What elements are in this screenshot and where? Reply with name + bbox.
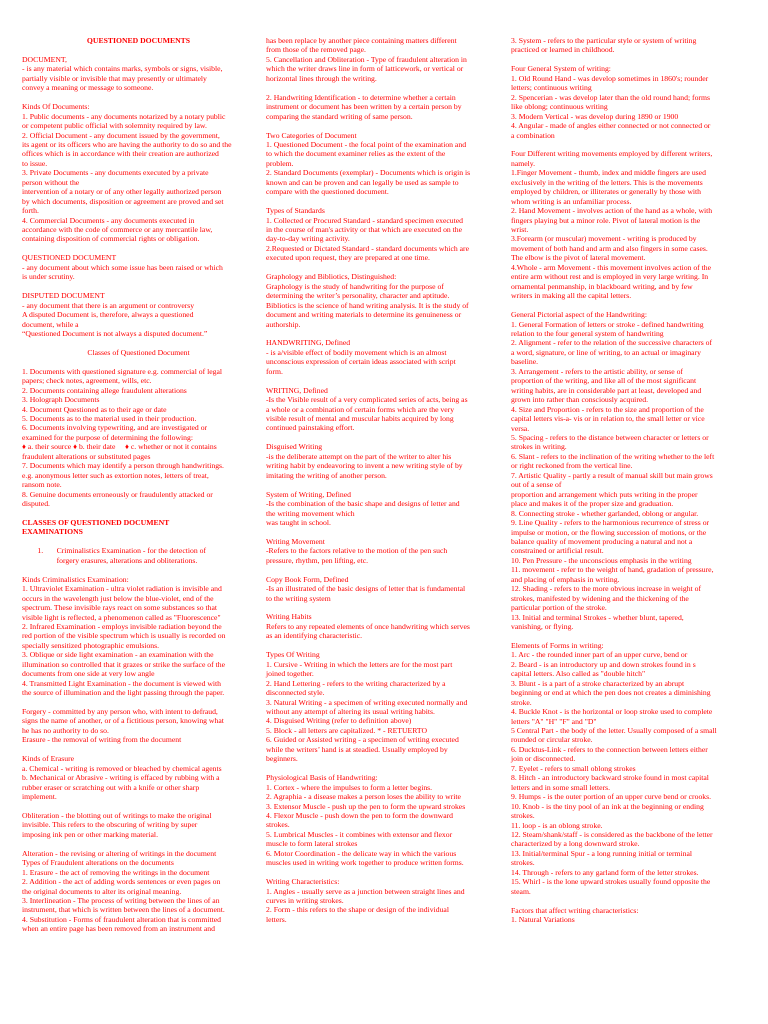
- paragraph: [22, 36, 255, 45]
- paragraph: [22, 102, 255, 244]
- text-line: authorship.: [266, 319, 301, 329]
- text-line: 2. Alignment - refer to the relation of the successive characters of: [511, 338, 713, 348]
- text-line: 8. Connecting stroke - whether garlanded, oblong or angular.: [511, 508, 699, 518]
- paragraph: [266, 36, 501, 83]
- text-line: 2.Requested or Dictated Standard - standard documents which are: [266, 243, 470, 253]
- text-line: CLASSES OF QUESTIONED DOCUMENT: [22, 518, 170, 527]
- paragraph: [266, 650, 501, 763]
- text-line: Graphology is the study of handwriting for the purpose of: [266, 281, 444, 291]
- text-line: 9. Humps - is the outer portion of an upper curve bend or crooks.: [511, 792, 712, 802]
- text-line: without any attempt of altering its usual writing habits.: [266, 706, 435, 716]
- text-line: 8. Hitch - an introductory backward stroke found in most capital: [511, 773, 709, 783]
- text-line: day-to-day writing activity.: [266, 234, 350, 244]
- text-line: muscle to form lateral strokes: [266, 839, 358, 849]
- text-line: beginners.: [266, 754, 298, 764]
- text-line: steam.: [511, 886, 531, 896]
- text-line: invisible. This refers to the obscuring of writing by super: [22, 820, 198, 830]
- paragraph: [22, 575, 255, 698]
- text-line: pressure, rhythm, pen lifting, etc.: [266, 555, 369, 565]
- text-line: to issue.: [22, 158, 48, 168]
- text-line: to which the document examiner relies as the extent of the: [266, 149, 446, 159]
- text-line: 4. Flexor Muscle - push down the pen to form the downward: [266, 810, 454, 820]
- text-line: implement.: [22, 792, 57, 802]
- text-line: known and can be proven and can legally be used as sample to: [266, 177, 459, 187]
- text-line: Physiological Basis of Handwriting:: [266, 773, 378, 783]
- text-line: 5. Spacing - refers to the distance between character or letters or: [511, 432, 709, 442]
- paragraph: [22, 367, 255, 509]
- paragraph: [266, 206, 501, 263]
- text-line: forgery erasures, alterations and obliterations.: [22, 555, 198, 565]
- text-line: characterized by a long downward stroke.: [511, 839, 640, 849]
- text-line: Erasure - the removal of writing from the document: [22, 735, 182, 745]
- text-line: 3. Private Documents - any documents executed by a private: [22, 168, 209, 178]
- text-line: red portion of the visible spectrum which is usually is recorded on: [22, 631, 226, 641]
- text-line: the source of illumination and the light passing through the paper.: [22, 688, 225, 698]
- text-line: 3. Arrangement - refers to the artistic ability, or sense of: [511, 366, 683, 376]
- text-line: Factors that affect writing characteristics:: [511, 905, 639, 915]
- paragraph: [266, 338, 501, 376]
- text-line: rubber eraser or scratching out with a knife or other sharp: [22, 782, 200, 792]
- text-line: visible light is reflected, a phenomenon called as "Fluorescence": [22, 612, 221, 622]
- text-line: beginning or end at which the pen does not creates a diminishing: [511, 688, 711, 698]
- text-line: QUESTIONED DOCUMENT: [22, 253, 117, 263]
- text-line: containing disposition of commercial rights or obligation.: [22, 234, 200, 244]
- text-line: 1. Cortex - where the impulses to form a letter begins.: [266, 782, 433, 792]
- text-line: 1. Old Round Hand - was develop sometimes in 1860's; rounder: [511, 73, 709, 83]
- text-line: Types of Standards: [266, 206, 325, 216]
- text-line: 1. Erasure - the act of removing the writings in the document: [22, 867, 210, 877]
- text-line: 7. Eyelet - refers to small oblong strokes: [511, 763, 636, 773]
- text-line: examined for the purpose of determining the following:: [22, 432, 194, 442]
- text-line: compare with the questioned document.: [266, 187, 389, 197]
- text-line: 2. Handwriting Identification - to determine whether a certain: [266, 92, 456, 102]
- text-line: strokes.: [511, 858, 535, 868]
- text-line: stroke.: [511, 697, 532, 707]
- text-line: 8. Genuine documents erroneously or fraudulently attacked or: [22, 489, 213, 499]
- text-line: instrument or document has been written by a certain person by: [266, 102, 462, 112]
- text-line: Classes of Questioned Document: [87, 347, 190, 357]
- text-line: 3. Oblique or side light examination - an examination with the: [22, 650, 214, 660]
- text-line: intervention of a notary or of any other legally authorized person: [22, 187, 222, 197]
- text-line: 1. Public documents - any documents notarized by a notary public: [22, 111, 226, 121]
- text-line: practiced or learned in childhood.: [511, 45, 615, 55]
- text-line: offices which is in accordance with their creation are authorized: [22, 149, 219, 159]
- text-line: versa.: [511, 423, 530, 433]
- text-line: 4. Size and Proportion - refers to the size and proportion of the: [511, 404, 704, 414]
- text-line: from those of the removed page.: [266, 45, 366, 55]
- text-line: rounded or circular stroke.: [511, 735, 593, 745]
- paragraph: [22, 348, 255, 357]
- text-line: 6. Documents involving typewriting, and are investigated or: [22, 423, 208, 433]
- text-line: entire arm without rest and is employed in very large writing. In: [511, 272, 709, 282]
- text-line: 13. Initial and terminal Strokes - whether blunt, tapered,: [511, 612, 684, 622]
- text-line: he has no authority to do so.: [22, 725, 109, 735]
- text-line: 13. Initial/terminal Spur - a long running initial or terminal: [511, 848, 693, 858]
- text-line: Disguised Writing: [266, 442, 323, 452]
- text-line: strokes.: [266, 820, 290, 830]
- column-2: [266, 36, 501, 934]
- text-line: strokes, manifested by widening and the thickening of the: [511, 593, 689, 603]
- text-line: fingers playing but a minor role. Pivot of lateral motion is the: [511, 215, 701, 225]
- text-line: Types of Fraudulent alterations on the documents: [22, 858, 174, 868]
- paragraph: [266, 442, 501, 480]
- paragraph: [266, 131, 501, 197]
- text-line: WRITING, Defined: [266, 385, 328, 395]
- text-line: disconnected style.: [266, 688, 325, 698]
- text-line: capital letters. Also called as "double hitch": [511, 669, 646, 679]
- text-line: Alteration - the revising or altering of writings in the document: [22, 848, 217, 858]
- text-line: Copy Book Form, Defined: [266, 574, 349, 584]
- text-line: place and makes it of the proper size and graduation.: [511, 499, 674, 509]
- text-line: 12. Steam/shank/staff - is considered as the backbone of the letter: [511, 830, 713, 839]
- text-line: is under scrutiny.: [22, 272, 75, 282]
- text-line: HANDWRITING, Defined: [266, 338, 351, 348]
- text-line: b. Mechanical or Abrasive - writing is effaced by rubbing with a: [22, 773, 220, 783]
- text-line: Four Different writing movements employed by different writers,: [511, 149, 713, 159]
- paragraph: [22, 811, 255, 839]
- text-line: join or disconnected.: [511, 754, 576, 764]
- text-line: 3. Holograph Documents: [22, 395, 100, 405]
- text-line: forth.: [22, 206, 39, 216]
- text-line: DISPUTED DOCUMENT: [22, 291, 105, 301]
- text-line: 2. Addition - the act of adding words sentences or even pages on: [22, 877, 221, 887]
- text-line: the original documents to alter its original meaning.: [22, 886, 182, 896]
- text-line: 4. Commercial Documents - any documents executed in: [22, 215, 195, 225]
- text-line: 6. Guided or Assisted writing - a specimen of writing executed: [266, 735, 459, 745]
- text-line: and placing of emphasis in writing.: [511, 574, 620, 584]
- text-line: ♦ a. their source ♦ b. their date ♦ c. whether or not it contains: [22, 442, 217, 452]
- text-line: problem.: [266, 158, 294, 168]
- column-3: [511, 36, 747, 934]
- text-line: 5. Documents as to the material used in their production.: [22, 414, 197, 424]
- text-line: person without the: [22, 177, 80, 187]
- text-line: 5. Lumbrical Muscles - it combines with extensor and flexor: [266, 829, 453, 839]
- text-line: The elbow is the pivot of lateral movement.: [511, 253, 646, 263]
- text-line: writing habits, are in considerable part at least, developed and: [511, 385, 702, 395]
- text-line: Kinds of Erasure: [22, 754, 75, 764]
- text-line: 15. Whirl - is the lone upward strokes usually found opposite the: [511, 877, 711, 887]
- text-line: 4. Substitution - Forms of fraudulent alteration that is committed: [22, 914, 221, 924]
- text-line: movement of both hand and arm and also fingers in some cases.: [511, 243, 708, 253]
- paragraph: [22, 518, 255, 537]
- text-line: visible result of mental and muscular habits acquired by long: [266, 414, 454, 424]
- text-line: Elements of Forms in writing:: [511, 640, 604, 650]
- text-line: namely.: [511, 158, 536, 168]
- text-line: 1. Criminalistics Examination - for the detection of: [22, 546, 207, 556]
- text-line: horizontal lines through the writing.: [266, 73, 377, 83]
- text-line: DOCUMENT,: [22, 54, 67, 64]
- text-line: muscles used in writing work together to produce written forms.: [266, 858, 464, 868]
- paragraph: [22, 291, 255, 338]
- text-line: letters and in some small letters.: [511, 782, 611, 792]
- text-line: 1. General Formation of letters or stroke - defined handwriting: [511, 319, 704, 329]
- text-line: 1. Arc - the rounded inner part of an upper curve, bend or: [511, 650, 688, 660]
- text-line: Kinds Criminalistics Examination:: [22, 574, 129, 584]
- text-line: Four General System of writing:: [511, 64, 611, 74]
- paragraph: [266, 386, 501, 433]
- paragraph: [22, 707, 255, 745]
- text-line: exclusively in the writing of the letters. This is the movements: [511, 177, 703, 187]
- text-line: 2. Spencerian - was develop later than the old round hand; forms: [511, 92, 710, 102]
- text-line: Refers to any repeated elements of once handwriting which serves: [266, 621, 470, 631]
- text-line: while the writers’ hand is at steadied. Usually employed by: [266, 744, 448, 754]
- paragraph: [22, 55, 255, 93]
- text-line: -Is the combination of the basic shape and designs of letter and: [266, 499, 460, 509]
- text-line: impulse or motion, or the flowing succession of motions, or the: [511, 527, 707, 537]
- text-line: illumination so controlled that it grazes or strike the surface of the: [22, 659, 226, 669]
- text-line: General Pictorial aspect of the Handwriting:: [511, 310, 647, 320]
- paragraph: [511, 641, 747, 896]
- text-line: 1.Finger Movement - thumb, index and middle fingers are used: [511, 168, 706, 178]
- text-line: 3. Natural Writing - a specimen of writing executed normally and: [266, 697, 468, 707]
- paragraph: [266, 877, 501, 924]
- paragraph: [266, 773, 501, 868]
- text-line: partially visible or invisible that may presently or ultimately: [22, 73, 207, 83]
- text-line: 2. Hand Lettering - refers to the writing characterized by a: [266, 678, 446, 688]
- text-line: which the writer draws line in form of latticework, or vertical or: [266, 64, 464, 74]
- text-line: Writing Habits: [266, 612, 312, 622]
- text-line: balance quality of movement producing a natural and not a: [511, 536, 693, 546]
- text-line: convey a meaning or message to someone.: [22, 83, 154, 93]
- text-line: 11. loop - is an oblong stroke.: [511, 820, 603, 830]
- text-line: -Is the Visible result of a very complicated series of acts, being as: [266, 395, 468, 405]
- text-line: joined together.: [266, 669, 314, 679]
- text-line: 11. movement - refer to the weight of hand, gradation of pressure,: [511, 565, 714, 575]
- text-line: 7. Artistic Quality - partly a result of manual skill but main grows: [511, 470, 713, 480]
- paragraph: [511, 310, 747, 631]
- text-line: 1. Documents with questioned signature e.g. commercial of legal: [22, 366, 223, 376]
- text-line: by which documents, disposition or agreement are proved and set: [22, 196, 224, 206]
- text-line: 7. Documents which may identify a person through handwritings.: [22, 461, 224, 471]
- text-line: 1. Angles - usually serve as a junction between straight lines and: [266, 886, 465, 896]
- text-line: disputed.: [22, 499, 50, 509]
- paragraph: [22, 546, 255, 565]
- text-line: strokes in writing.: [511, 442, 567, 452]
- text-line: 4.Whole - arm Movement - this movement involves action of the: [511, 262, 712, 272]
- paragraph: [266, 93, 501, 121]
- text-line: EXAMINATIONS: [22, 527, 83, 537]
- text-line: “Questioned Document is not always a disputed document.”: [22, 328, 208, 338]
- text-line: 1. Ultraviolet Examination - ultra violet radiation is invisible and: [22, 584, 222, 594]
- text-line: - any document that there is an argument or controversy: [22, 300, 195, 310]
- text-line: unconscious expression of certain ideas associated with script: [266, 357, 456, 367]
- text-line: Writing Movement: [266, 536, 325, 546]
- text-line: accordance with the code of commerce or any mercantile law,: [22, 225, 213, 235]
- text-line: Obliteration - the blotting out of writings to make the original: [22, 810, 212, 820]
- text-line: or competent public official with solemnity required by law.: [22, 121, 207, 131]
- paragraph: [22, 754, 255, 801]
- text-line: 3. Interlineation - The process of writing between the lines of an: [22, 896, 220, 906]
- text-line: 5. Block - all letters are capitalized. * - RETUERTO: [266, 725, 427, 735]
- text-line: - is a/visible effect of bodily movement which is an almost: [266, 347, 447, 357]
- text-line: curves in writing strokes.: [266, 896, 344, 906]
- paragraph: [511, 64, 747, 140]
- text-line: vanishing, or flying.: [511, 622, 574, 632]
- text-line: proportion and arrangement which puts writing in the proper: [511, 489, 698, 499]
- text-line: like oblong; continuous writing: [511, 102, 608, 112]
- text-line: fraudulent alterations or substituted pages: [22, 451, 151, 461]
- text-line: System of Writing, Defined: [266, 489, 351, 499]
- text-line: document, while a: [22, 319, 79, 329]
- text-line: Types Of Writing: [266, 650, 320, 660]
- paragraph: [266, 575, 501, 603]
- text-line: - is any material which contains marks, symbols or signs, visible,: [22, 64, 223, 74]
- text-line: a. Chemical - writing is removed or bleached by chemical agents: [22, 763, 222, 773]
- text-line: 10. Knob - is the tiny pool of an ink at the beginning or ending: [511, 801, 704, 811]
- text-line: constrained or artificial result.: [511, 546, 604, 556]
- text-line: grown into rather than consciously acquired.: [511, 395, 649, 405]
- text-line: specially sensitized photographic emulsions.: [22, 640, 160, 650]
- text-line: Forgery - committed by any person who, with intent to defraud,: [22, 707, 218, 717]
- paragraph: [266, 490, 501, 528]
- text-line: 4. Disguised Writing (refer to definition above): [266, 716, 412, 726]
- text-line: 5. Cancellation and Obliteration - Type of fraudulent alteration in: [266, 54, 467, 64]
- text-line: form.: [266, 366, 283, 376]
- text-line: 2. Standard Documents (exemplar) - Documents which is origin is: [266, 168, 471, 178]
- text-line: out of a sense of: [511, 480, 562, 490]
- paragraph: [22, 849, 255, 934]
- paragraph: [266, 537, 501, 565]
- text-line: the writing movement which: [266, 508, 355, 518]
- text-line: 1. Natural Variations: [511, 915, 575, 925]
- text-line: document and writing materials to determine its genuineness or: [266, 310, 462, 320]
- text-line: 3.Forearm (or muscular) movement - writing is produced by: [511, 234, 697, 244]
- text-line: 2. Documents containing allege fraudulent alterations: [22, 385, 187, 395]
- text-line: spectrum. These invisible rays react on some substances so that: [22, 603, 217, 613]
- text-line: 3. Blunt - is a part of a stroke characterized by an abrupt: [511, 678, 685, 688]
- text-line: occurs in the wavelength just below the blue-violet, end of the: [22, 593, 214, 603]
- text-line: 5 Central Part - the body of the letter. Usually composed of a small: [511, 726, 717, 736]
- text-line: 3. Modern Vertical - was develop during 1890 or 1900: [511, 111, 679, 121]
- text-line: 4. Document Questioned as to their age or date: [22, 404, 167, 414]
- text-line: 2. Infrared Examination - employs invisible radiation beyond the: [22, 621, 222, 631]
- text-line: ransom note.: [22, 480, 62, 490]
- text-line: continued painstaking effort.: [266, 423, 355, 433]
- text-line: 3. System - refers to the particular style or system of writing: [511, 36, 697, 45]
- text-line: 4. Buckle Knot - is the horizontal or loop stroke used to complete: [511, 707, 713, 717]
- paragraph: [511, 149, 747, 300]
- text-line: A disputed Document is, therefore, always a questioned: [22, 310, 194, 320]
- text-line: whom writing is an unfamiliar process.: [511, 196, 632, 206]
- text-line: papers; check notes, agreement, wills, etc.: [22, 376, 152, 386]
- text-line: 2. Hand Movement - involves action of the hand as a whole, with: [511, 206, 713, 216]
- text-line: a word, signature, or line of writing, to an actual or imaginary: [511, 347, 701, 357]
- paragraph: [266, 612, 501, 640]
- text-line: determining the writer’s personality, character and aptitude.: [266, 291, 450, 301]
- text-line: a whole or a combination of certain forms which are the very: [266, 404, 455, 414]
- text-line: QUESTIONED DOCUMENTS: [86, 36, 191, 45]
- text-line: letters.: [266, 914, 287, 924]
- text-line: 12. Shading - refers to the more obvious increase in weight of: [511, 584, 702, 594]
- text-line: as an identifying characteristic.: [266, 631, 363, 641]
- text-line: -Is an illustrated of the basic designs of letter that is fundamental: [266, 584, 466, 594]
- text-line: baseline.: [511, 357, 539, 367]
- text-line: e.g. anonymous letter such as extortion notes, letters of treat,: [22, 470, 209, 480]
- text-line: has been replace by another piece containing matters different: [266, 36, 457, 45]
- text-line: comparing the standard writing of same person.: [266, 111, 413, 121]
- text-line: 1. Questioned Document - the focal point of the examination and: [266, 139, 467, 149]
- text-line: 3. Extensor Muscle - push up the pen to form the upward strokes: [266, 801, 466, 811]
- text-line: in the course of man's activity or that which are executed on the: [266, 225, 463, 235]
- text-line: particular portion of the stroke.: [511, 603, 607, 613]
- text-line: imitating the writing of another person.: [266, 470, 387, 480]
- text-line: 4. Angular - made of angles either connected or not connected or: [511, 121, 711, 131]
- text-line: relation to the four general system of handwriting: [511, 329, 664, 338]
- text-line: - any document about which some issue has been raised or which: [22, 262, 223, 272]
- text-line: capital letters vis-a- vis or in relation to, the small letter or vice: [511, 414, 705, 424]
- paragraph: [22, 253, 255, 281]
- text-line: or right reckoned from the vertical line.: [511, 461, 633, 471]
- text-line: was taught in school.: [266, 517, 331, 527]
- text-line: 6. Motor Coordination - the delicate way in which the various: [266, 848, 457, 858]
- text-line: Writing Characteristics:: [266, 877, 340, 887]
- text-line: letters; continuous writing: [511, 83, 592, 93]
- text-line: 14. Through - refers to any garland form of the letter strokes.: [511, 867, 699, 877]
- text-line: -Refers to the factors relative to the motion of the pen such: [266, 546, 448, 556]
- paragraph: [511, 36, 747, 55]
- text-line: 6. Slant - refers to the inclination of the writing whether to the left: [511, 451, 715, 461]
- text-line: Kinds Of Documents:: [22, 102, 90, 112]
- text-line: Graphology and Bibliotics, Distinguished:: [266, 272, 397, 282]
- text-line: its agent or its officers who are having the authority to do so and the: [22, 139, 232, 149]
- text-line: proportion of the writing, and like all of the most significant: [511, 376, 697, 386]
- text-line: 9. Line Quality - refers to the harmonious recurrence of stress or: [511, 518, 710, 528]
- paragraph: [266, 272, 501, 329]
- text-line: employed by children, or illiterates or generally by those with: [511, 187, 701, 197]
- text-line: writing habit by endeavoring to invent a new writing style of by: [266, 461, 463, 471]
- text-line: documents from one side at very low angle: [22, 669, 155, 679]
- text-line: 10. Pen Pressure - the unconscious emphasis in the writing: [511, 555, 692, 565]
- text-line: 2. Beard - is an introductory up and down strokes found in s: [511, 659, 696, 669]
- text-line: executed upon request, they are prepared at one time.: [266, 253, 430, 263]
- text-line: writers in making all the capital letters.: [511, 291, 632, 301]
- text-line: signs the name of another, or of a fictitious person, knowing what: [22, 716, 224, 726]
- text-line: 2. Agraphia - a disease makes a person loses the ability to write: [266, 792, 461, 802]
- text-line: a combination: [511, 130, 555, 140]
- text-line: ornamental penmanship, in blackboard writing, and by few: [511, 281, 693, 291]
- column-1: [22, 36, 255, 943]
- paragraph: [511, 906, 747, 925]
- text-line: 6. Ducktus-Link - refers to the connection between letters either: [511, 744, 708, 754]
- text-line: Two Categories of Document: [266, 130, 357, 140]
- text-line: when an entire page has been removed from an instrument and: [22, 924, 215, 934]
- text-line: instrument, that which is written between the lines of a document.: [22, 905, 225, 915]
- text-line: 4. Transmitted Light Examination - the document is viewed with: [22, 678, 221, 688]
- text-line: strokes.: [511, 811, 535, 821]
- text-line: letters "A" "H" "F" and "D": [511, 716, 597, 726]
- text-line: 2. Official Document - any document issued by the government,: [22, 130, 220, 140]
- text-line: 1. Collected or Procured Standard - standard specimen executed: [266, 215, 464, 225]
- text-line: wrist.: [511, 225, 529, 235]
- text-line: 2. Form - this refers to the shape or design of the individual: [266, 905, 449, 915]
- text-line: Bibliotics is the science of hand writing analysis. It is the study of: [266, 300, 469, 310]
- text-line: -is the deliberate attempt on the part of the writer to alter his: [266, 451, 452, 461]
- text-line: imposing ink pen or other marking material.: [22, 829, 158, 839]
- text-line: 1. Cursive - Writing in which the letters are for the most part: [266, 659, 453, 669]
- text-line: to the writing system: [266, 593, 331, 603]
